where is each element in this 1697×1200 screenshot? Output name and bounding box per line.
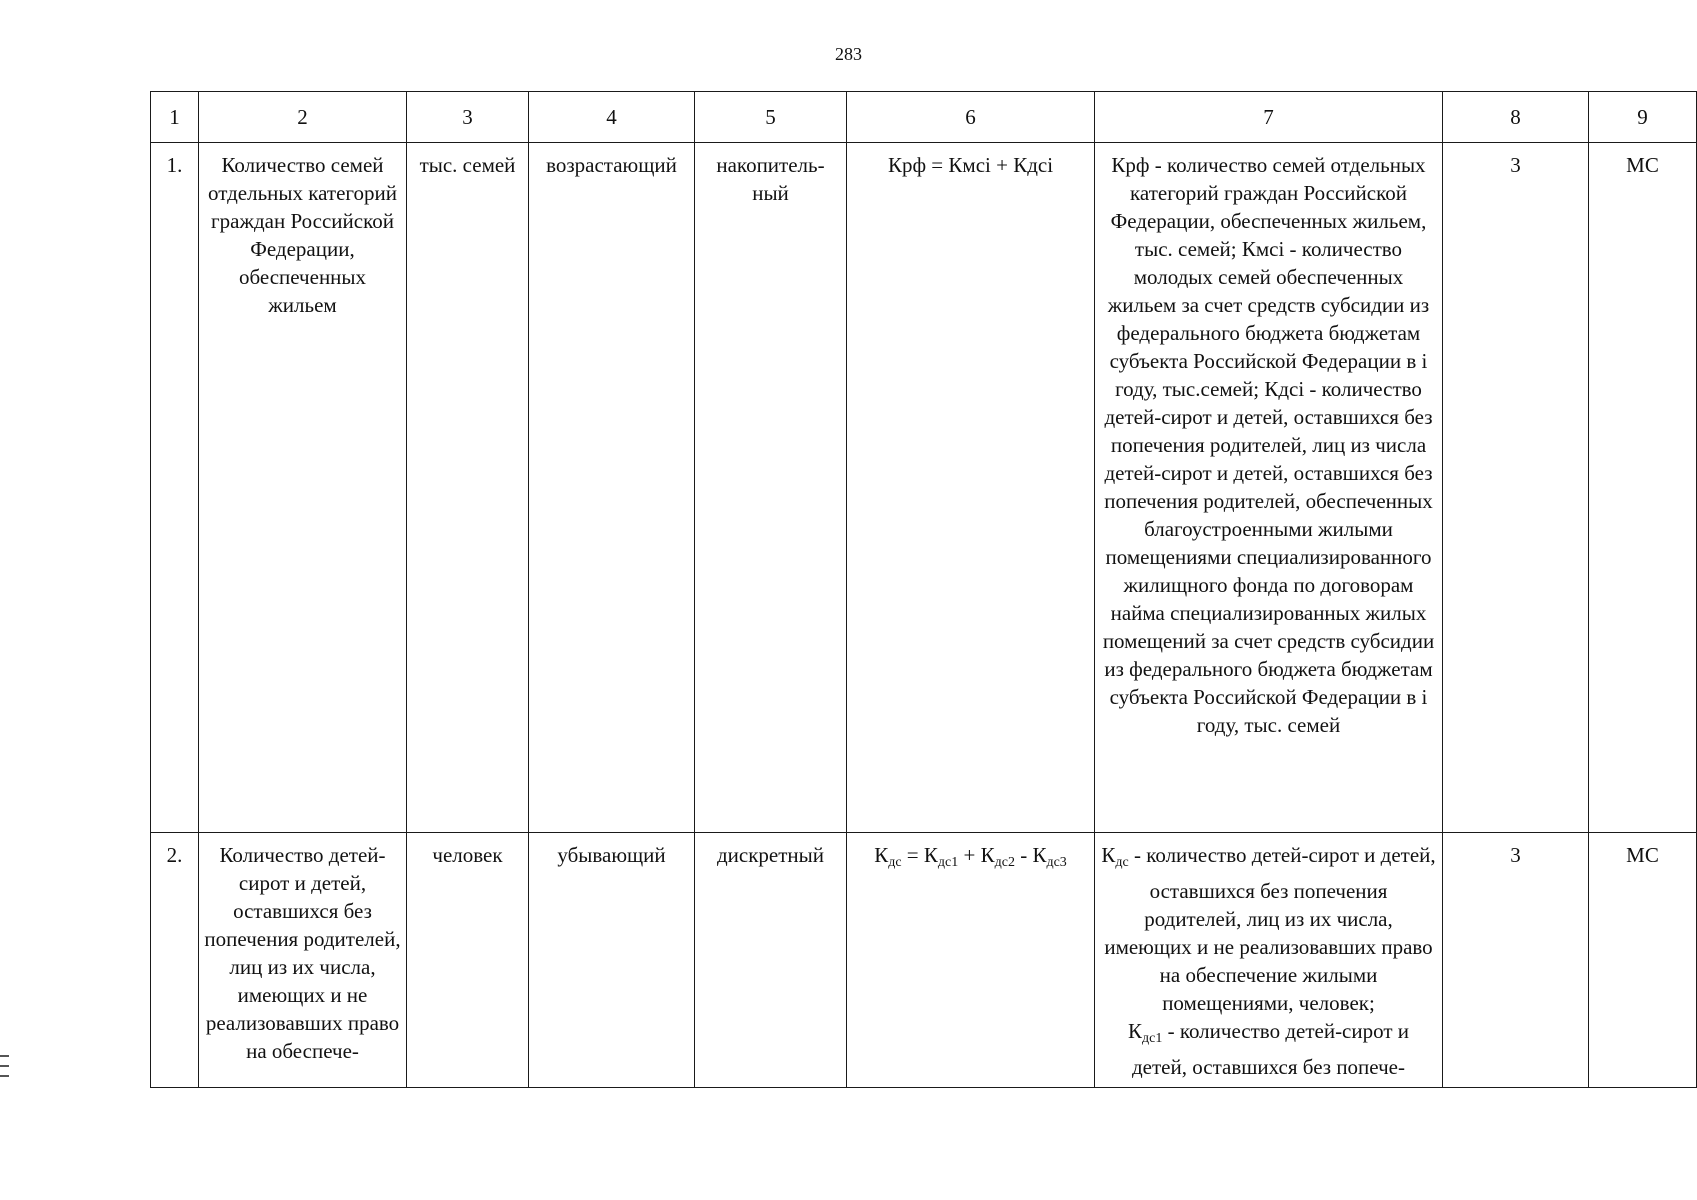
description-cell: Крф - количество семей отдельных категорий граждан Российской Федерации, обеспеченных жильем, тыс. семей; Кмсi - количество молодых семей обеспеченных жильем за счет средств субсидии из федерального бюджета бюджетам субъекта Российской Федерации в i году, тыс.семей; Кдсi - количество детей-сирот и детей, оставшихся без попечения родителей, лиц из числа детей-сирот и детей, оставшихся без попечения родителей, обеспеченных благоустроенными жилыми помещениями специализированного жилищного фонда по договорам найма специализированных жилых помещений за счет средств субсидии из федерального бюджета бюджетам субъекта Российской Федерации в i году, тыс. семей [1095, 143, 1443, 833]
row-number: 2. [151, 833, 199, 1088]
binding-marks [0, 1055, 12, 1085]
col9-cell: МС [1589, 833, 1697, 1088]
table-row [151, 143, 1697, 833]
header-row [151, 92, 1697, 143]
column-header: 6 [847, 92, 1095, 143]
trend-cell: возрастающий [529, 143, 695, 833]
column-header: 3 [407, 92, 529, 143]
type-cell: накопитель-ный [695, 143, 847, 833]
col8-cell: 3 [1443, 833, 1589, 1088]
column-header: 8 [1443, 92, 1589, 143]
type-cell: дискретный [695, 833, 847, 1088]
col9-cell: МС [1589, 143, 1697, 833]
page-number: 283 [835, 44, 862, 64]
column-header: 2 [199, 92, 407, 143]
table-row [151, 833, 1697, 1088]
indicator-name: Количество семей отдельных категорий граждан Российской Федерации, обеспеченных жильем [199, 143, 407, 833]
column-header: 4 [529, 92, 695, 143]
column-header: 9 [1589, 92, 1697, 143]
column-header: 5 [695, 92, 847, 143]
trend-cell: убывающий [529, 833, 695, 1088]
indicators-table [150, 91, 1697, 1088]
column-header: 7 [1095, 92, 1443, 143]
formula-cell: Крф = Кмсi + Кдсi [847, 143, 1095, 833]
indicator-name: Количество детей-сирот и детей, оставшихся без попечения родителей, лиц из их числа, имеющих и не реализовавших право на обеспече- [199, 833, 407, 1088]
column-header: 1 [151, 92, 199, 143]
col8-cell: 3 [1443, 143, 1589, 833]
unit-cell: тыс. семей [407, 143, 529, 833]
formula-text: Кдс = Кдс1 + Кдс2 - Кдс3 [874, 843, 1067, 870]
row-number: 1. [151, 143, 199, 833]
description-cell: Кдс - количество детей-сирот и детей, оставшихся без попечения родителей, лиц из их числа, имеющих и не реализовавших право на обеспечение жилыми помещениями, человек; Кдс1 - количество детей-сирот и детей, оставшихся без попече- [1095, 833, 1443, 1088]
unit-cell: человек [407, 833, 529, 1088]
formula-cell [847, 833, 1095, 1088]
